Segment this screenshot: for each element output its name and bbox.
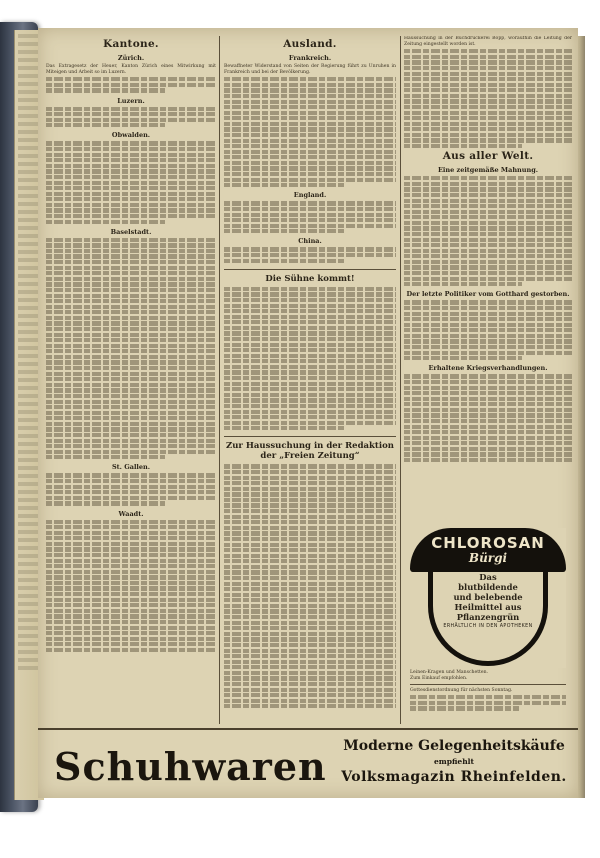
subheading-mahnung: Eine zeitgemäße Mahnung. bbox=[437, 166, 539, 175]
heading-aus-aller-welt: Aus aller Welt. bbox=[442, 150, 534, 163]
ad-line: Heilmittel aus bbox=[454, 602, 522, 612]
heading-kantone: Kantone. bbox=[103, 38, 159, 50]
ad-availability: ERHÄLTLICH IN DEN APOTHEKEN bbox=[443, 624, 533, 629]
ad-store: Volksmagazin Rheinfelden. bbox=[341, 769, 567, 785]
ad-brand: CHLOROSAN bbox=[431, 534, 545, 552]
note-line: Zum Einkauf empfohlen. bbox=[410, 675, 468, 681]
ad-line: Das bbox=[479, 572, 497, 582]
ad-sub: empfiehlt bbox=[434, 757, 474, 766]
ad-title: Moderne Gelegenheitskäufe bbox=[343, 738, 565, 754]
note-line: Leinen-Kragen und Manschetten. bbox=[410, 670, 489, 675]
section-st-gallen: St. Gallen. bbox=[111, 463, 151, 472]
column-rule bbox=[400, 36, 401, 724]
column-kantone bbox=[46, 36, 216, 724]
subheading-kriegsverhandlungen: Erhaltene Kriegsverhandlungen. bbox=[428, 364, 548, 373]
ad-volksmagazin bbox=[338, 738, 570, 785]
subheading-politiker: Der letzte Politiker vom Gotthard gestorben. bbox=[406, 290, 570, 299]
section-luzern: Luzern. bbox=[117, 96, 145, 105]
ad-circle bbox=[428, 568, 548, 666]
chlorosan-advertisement bbox=[410, 528, 566, 668]
article-text: Haussuchung in der Buchdruckerei Bopp, woraufhin die Leitung der Zeitung eingestellt worden ist. bbox=[404, 36, 572, 47]
ad-maker: Bürgi bbox=[468, 551, 508, 565]
headline-suehne: Die Sühne kommt! bbox=[224, 269, 396, 284]
column-rule bbox=[219, 36, 220, 724]
article-text: Das Extragesetz der Heuer, Kanton Zürich eines Mitwirkung mit Miteigen und Arbeit so im Luzern. bbox=[46, 64, 216, 75]
section-china: China. bbox=[298, 237, 322, 246]
section-england: England. bbox=[293, 191, 327, 200]
section-baselstadt: Baselstadt. bbox=[110, 227, 152, 236]
section-obwalden: Obwalden. bbox=[111, 131, 151, 140]
column-right bbox=[404, 36, 572, 526]
heading-ausland: Ausland. bbox=[283, 38, 337, 50]
ad-line: Pflanzengrün bbox=[456, 612, 520, 622]
section-zuerich: Zürich. bbox=[117, 54, 145, 62]
ad-line: blutbildende bbox=[458, 582, 518, 592]
ad-banner bbox=[410, 528, 566, 572]
section-frankreich: Frankreich. bbox=[288, 54, 332, 62]
note-line: Gottesdienstordnung für nächsten Sonntag. bbox=[410, 688, 513, 694]
notes-block bbox=[410, 670, 566, 712]
bottom-advertisement bbox=[38, 728, 578, 798]
column-ausland bbox=[224, 36, 396, 724]
ad-line: und belebende bbox=[453, 592, 523, 602]
ad-schuhwaren: Schuhwaren bbox=[54, 744, 327, 789]
newspaper-page bbox=[38, 28, 578, 798]
headline-haussuchung: Zur Haussuchung in der Redaktion der „Freien Zeitung“ bbox=[224, 436, 396, 461]
article-text: Bewaffneter Widerstand von Seiten der Regierung führt zu Unruhen in Frankreich und bei der Bevölkerung. bbox=[224, 64, 396, 75]
section-waadt: Waadt. bbox=[118, 509, 144, 518]
